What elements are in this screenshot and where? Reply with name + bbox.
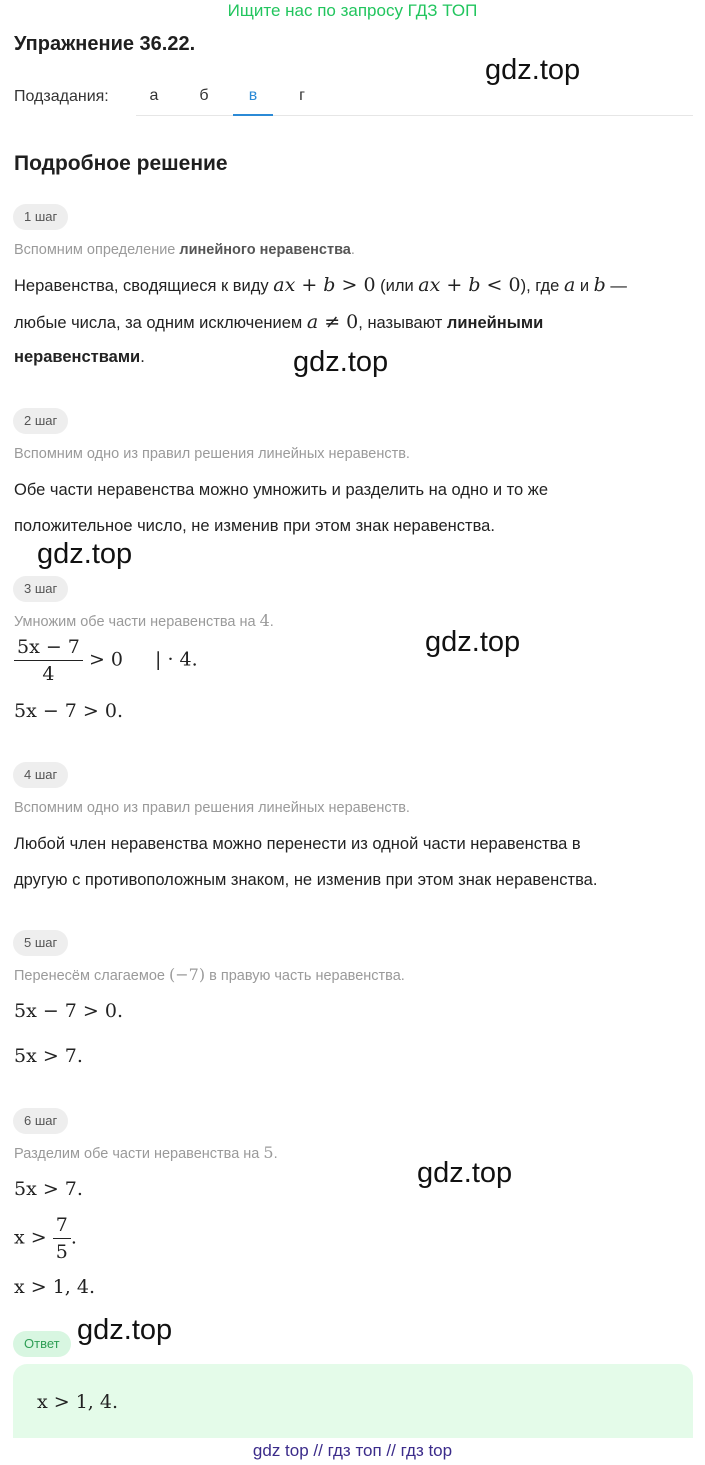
answer-badge: Ответ bbox=[13, 1331, 71, 1357]
step-5-note: Перенесём слагаемое (−7) в правую часть неравенства. bbox=[14, 965, 405, 984]
step-6-line-3: x > 1, 4. bbox=[14, 1276, 96, 1298]
step-6-note: Разделим обе части неравенства на 5. bbox=[14, 1143, 278, 1162]
step-3-note: Умножим обе части неравенства на 4. bbox=[14, 611, 274, 630]
answer-box bbox=[13, 1364, 693, 1438]
watermark: gdz.top bbox=[425, 626, 521, 658]
step-4-badge: 4 шаг bbox=[13, 762, 68, 788]
step-2-badge: 2 шаг bbox=[13, 408, 68, 434]
step-5-badge: 5 шаг bbox=[13, 930, 68, 956]
fraction: $\frac{5x - 7}{4}$ bbox=[14, 636, 83, 685]
section-title: Подробное решение bbox=[14, 152, 228, 175]
step-1-text-line-2: любые числа, за одним исключением a ≠ 0, называют линейными bbox=[14, 311, 544, 333]
step-3-fraction-line: $\frac{5x - 7}{4}$ > 0 | · 4. bbox=[14, 636, 198, 685]
tab-a[interactable]: а bbox=[149, 87, 159, 104]
step-2-text-line-2: положительное число, не изменив при этом знак неравенства. bbox=[14, 517, 495, 535]
step-1-text-line-3: неравенствами. bbox=[14, 348, 145, 366]
step-5-line-2: 5x > 7. bbox=[14, 1045, 83, 1067]
tab-v[interactable]: в bbox=[233, 87, 273, 116]
watermark: gdz.top bbox=[77, 1314, 173, 1346]
step-6-fraction-line: x > $\frac{7}{5}$ . bbox=[14, 1214, 77, 1263]
answer-value: x > 1, 4. bbox=[37, 1391, 119, 1413]
exercise-title: Упражнение 36.22. bbox=[14, 33, 196, 55]
step-6-line-1: 5x > 7. bbox=[14, 1178, 83, 1200]
tab-b[interactable]: б bbox=[199, 87, 209, 104]
watermark: gdz.top bbox=[417, 1157, 513, 1189]
step-3-result: 5x − 7 > 0. bbox=[14, 700, 124, 722]
step-2-note: Вспомним одно из правил решения линейных неравенств. bbox=[14, 446, 410, 462]
step-6-badge: 6 шаг bbox=[13, 1108, 68, 1134]
step-4-text-line-1: Любой член неравенства можно перенести из одной части неравенства в bbox=[14, 835, 581, 853]
watermark: gdz.top bbox=[293, 346, 389, 378]
step-2-text-line-1: Обе части неравенства можно умножить и разделить на одно и то же bbox=[14, 481, 548, 499]
step-4-text-line-2: другую с противоположным знаком, не изменив при этом знак неравенства. bbox=[14, 871, 598, 889]
step-1-text-line-1: Неравенства, сводящиеся к виду ax + b > 0 (или ax + b < 0), где a и b — bbox=[14, 274, 627, 296]
subtasks-label: Подзадания: bbox=[14, 88, 109, 105]
step-5-line-1: 5x − 7 > 0. bbox=[14, 1000, 124, 1022]
footer-links[interactable]: gdz top // гдз топ // гдз top bbox=[252, 1441, 453, 1460]
promo-banner[interactable]: Ищите нас по запросу ГДЗ ТОП bbox=[227, 1, 478, 20]
watermark: gdz.top bbox=[37, 538, 133, 570]
tab-g[interactable]: г bbox=[299, 87, 305, 104]
subtasks-nav bbox=[14, 84, 693, 116]
step-3-badge: 3 шаг bbox=[13, 576, 68, 602]
watermark: gdz.top bbox=[485, 54, 581, 86]
step-1-note: Вспомним определение линейного неравенства. bbox=[14, 242, 355, 258]
step-1-badge: 1 шаг bbox=[13, 204, 68, 230]
step-4-note: Вспомним одно из правил решения линейных неравенств. bbox=[14, 800, 410, 816]
fraction: $\frac{7}{5}$ bbox=[53, 1214, 71, 1263]
